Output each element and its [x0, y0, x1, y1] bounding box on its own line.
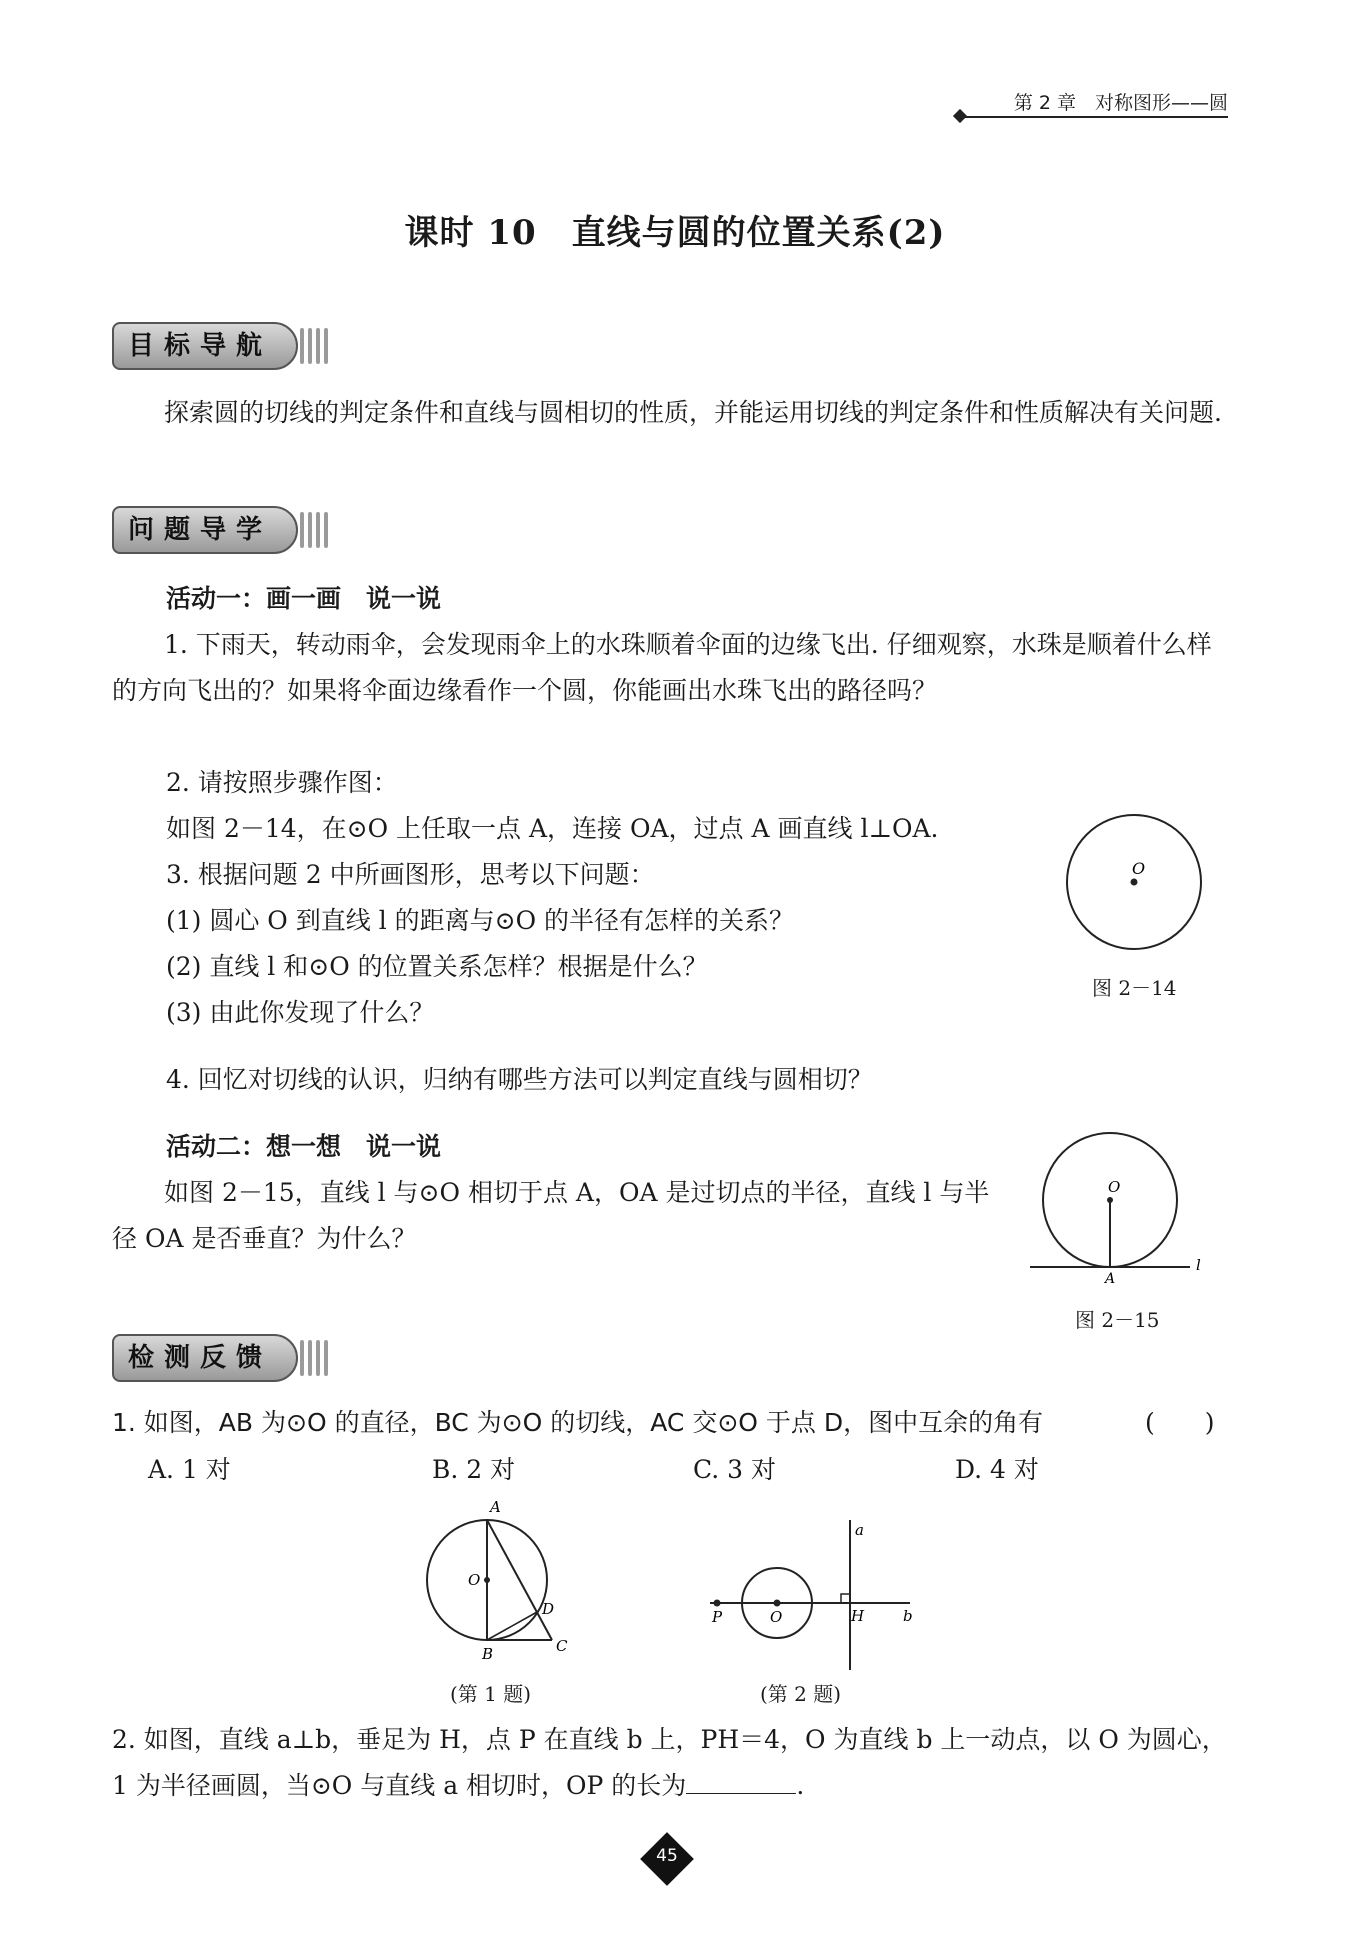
figure-2-14-caption: 图 2－14 — [1092, 976, 1177, 1000]
feedback-question-1 — [112, 1400, 1043, 1446]
feedback-question-2-end: . — [796, 1771, 805, 1800]
label-a: a — [855, 1521, 864, 1539]
chord-bd — [487, 1612, 537, 1640]
question-3-1: (1) 圆心 O 到直线 l 的距离与⊙O 的半径有怎样的关系？ — [166, 906, 795, 935]
page-title: 课时 10 直线与圆的位置关系(2) — [404, 213, 946, 253]
label-b: B — [482, 1645, 494, 1663]
answer-blank[interactable] — [686, 1769, 796, 1794]
question-3-3: (3) 由此你发现了什么？ — [166, 998, 435, 1027]
label-c: C — [556, 1637, 568, 1655]
question-2-title: 2. 请按照步骤作图： — [166, 768, 398, 797]
feedback-question-2 — [112, 1717, 1232, 1809]
section-label-feedback: 检测反馈 — [112, 1334, 298, 1382]
question-3-2: (2) 直线 l 和⊙O 的位置关系怎样？根据是什么？ — [166, 952, 708, 981]
center-point-o — [484, 1577, 490, 1583]
header-rule — [960, 116, 1228, 118]
activity2-heading: 活动二：想一想 说一说 — [166, 1132, 442, 1161]
label-l: l — [1196, 1256, 1201, 1274]
label-o: O — [468, 1571, 481, 1589]
label-o: O — [770, 1608, 783, 1626]
figure-2-14 — [1060, 810, 1210, 960]
figure-2-15-caption: 图 2－15 — [1075, 1308, 1160, 1332]
right-angle-mark — [841, 1594, 850, 1603]
chapter-header: 第 2 章 对称图形——圆 — [1013, 92, 1228, 114]
label-b: b — [903, 1607, 913, 1625]
label-a: A — [1105, 1271, 1116, 1285]
center-point-o — [774, 1600, 781, 1607]
feedback-question-1-text: 1. 如图，AB 为⊙O 的直径，BC 为⊙O 的切线，AC 交⊙O 于点 D，图中互余的角有 — [112, 1408, 1044, 1437]
badge-stripes-icon — [300, 322, 340, 370]
section-badge-guide — [112, 506, 332, 554]
badge-stripes-icon — [300, 1334, 340, 1382]
figure-question-2-caption: (第 2 题) — [760, 1682, 842, 1706]
option-b[interactable]: B. 2 对 — [432, 1455, 516, 1484]
section-label-goals: 目标导航 — [112, 322, 298, 370]
label-o: O — [1108, 1178, 1121, 1196]
section-badge-goals — [112, 322, 332, 370]
activity2-text: 如图 2－15，直线 l 与⊙O 相切于点 A，OA 是过切点的半径，直线 l 与半径 OA 是否垂直？为什么？ — [112, 1178, 990, 1253]
figure-question-1-caption: (第 1 题) — [450, 1682, 532, 1706]
question-3-title: 3. 根据问题 2 中所画图形，思考以下问题： — [166, 860, 655, 889]
label-a: A — [490, 1498, 501, 1516]
option-a[interactable]: A. 1 对 — [148, 1455, 231, 1484]
page-number: 45 — [656, 1846, 678, 1866]
activity1-heading: 活动一：画一画 说一说 — [166, 584, 442, 613]
center-point-o — [1107, 1197, 1113, 1203]
section-badge-feedback — [112, 1334, 332, 1382]
label-h: H — [851, 1607, 865, 1625]
point-p — [714, 1600, 721, 1607]
question-2-text: 如图 2－14，在⊙O 上任取一点 A，连接 OA，过点 A 画直线 l⊥OA. — [166, 814, 939, 843]
label-d: D — [542, 1600, 555, 1618]
question-4: 4. 回忆对切线的认识，归纳有哪些方法可以判定直线与圆相切？ — [166, 1065, 873, 1094]
goals-text: 探索圆的切线的判定条件和直线与圆相切的性质，并能运用切线的判定条件和性质解决有关问题. — [164, 398, 1222, 427]
figure-2-15 — [1020, 1125, 1210, 1285]
question-1: 1. 下雨天，转动雨伞，会发现雨伞上的水珠顺着伞面的边缘飞出. 仔细观察，水珠是顺着什么样的方向飞出的？如果将伞面边缘看作一个圆，你能画出水珠飞出的路径吗？ — [112, 630, 1212, 705]
section-label-guide: 问题导学 — [112, 506, 298, 554]
label-o: O — [1132, 859, 1146, 878]
answer-bracket[interactable]: ( ) — [1145, 1408, 1215, 1437]
figure-question-2 — [700, 1515, 940, 1675]
option-d[interactable]: D. 4 对 — [955, 1455, 1039, 1484]
badge-stripes-icon — [300, 506, 340, 554]
figure-question-1 — [410, 1495, 590, 1670]
center-point-o — [1131, 879, 1138, 886]
feedback-question-2-text: 2. 如图，直线 a⊥b，垂足为 H，点 P 在直线 b 上，PH＝4，O 为直线 b 上一动点，以 O 为圆心，1 为半径画圆，当⊙O 与直线 a 相切时，OP 的长为 — [112, 1725, 1227, 1800]
label-p: P — [712, 1608, 723, 1626]
option-c[interactable]: C. 3 对 — [693, 1455, 776, 1484]
